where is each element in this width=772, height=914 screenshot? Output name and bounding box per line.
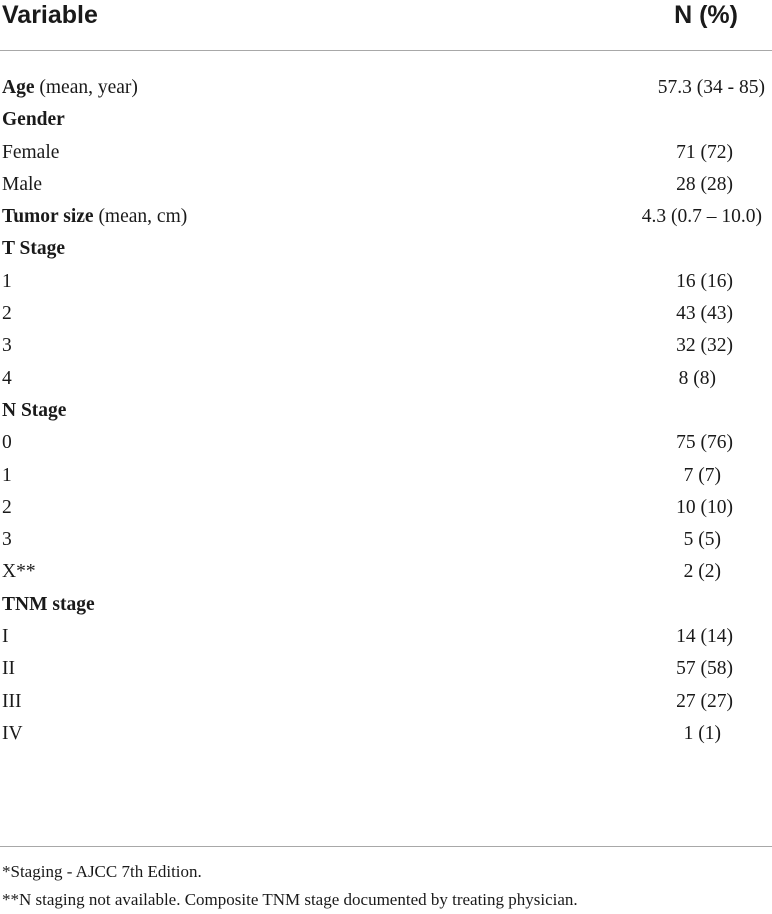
row-label	[2, 524, 12, 556]
row-value: 8 (8)	[678, 367, 716, 389]
row-label	[2, 169, 42, 201]
row-value: 71 (72)	[676, 141, 733, 163]
row-label-bold: Gender	[2, 109, 65, 131]
row-label	[2, 266, 12, 298]
table-row-male	[0, 169, 772, 201]
footer-divider	[0, 846, 772, 847]
row-value: 10 (10)	[676, 496, 733, 518]
table-row-gender-heading	[0, 104, 772, 136]
row-value: 2 (2)	[683, 561, 721, 583]
row-label	[2, 137, 59, 169]
header-variable: Variable	[2, 1, 98, 29]
row-label-bold: N Stage	[2, 399, 67, 421]
footnotes	[2, 858, 578, 914]
table-row-t-4	[0, 363, 772, 395]
row-label-text: 1	[2, 270, 12, 292]
row-value: 1 (1)	[683, 722, 721, 744]
footnote-staging: *Staging - AJCC 7th Edition.	[2, 862, 202, 881]
row-label	[2, 72, 138, 104]
row-value: 32 (32)	[676, 335, 733, 357]
row-value: 28 (28)	[676, 173, 733, 195]
row-label-text: 2	[2, 496, 12, 518]
row-label-text: I	[2, 626, 9, 648]
row-label	[2, 718, 23, 750]
row-label-text: IV	[2, 722, 23, 744]
row-value: 4.3 (0.7 – 10.0)	[641, 206, 762, 228]
table-row-n-0	[0, 427, 772, 459]
row-label	[2, 427, 12, 459]
row-label	[2, 330, 12, 362]
row-label	[2, 460, 12, 492]
row-value: 16 (16)	[676, 270, 733, 292]
row-label	[2, 363, 12, 395]
row-label	[2, 104, 65, 136]
table-row-n-2	[0, 492, 772, 524]
row-label-text: II	[2, 658, 15, 680]
row-label-text: 2	[2, 303, 12, 325]
row-label-text: X**	[2, 561, 36, 583]
table-row-tumor-size	[0, 201, 772, 233]
row-value: 75 (76)	[676, 432, 733, 454]
table-row-tnm-iii	[0, 686, 772, 718]
row-label-text: Female	[2, 141, 60, 163]
table-row-tnm-i	[0, 621, 772, 653]
table-row-t-1	[0, 266, 772, 298]
row-label	[2, 492, 12, 524]
row-value: 43 (43)	[676, 303, 733, 325]
table-row-n-stage-heading	[0, 395, 772, 427]
table-header-row	[0, 0, 772, 50]
table-row-tnm-ii	[0, 653, 772, 685]
row-label	[2, 686, 21, 718]
row-label-text: Male	[2, 173, 43, 195]
table-row-t-2	[0, 298, 772, 330]
row-value: 57 (58)	[676, 658, 733, 680]
row-value: 14 (14)	[676, 626, 733, 648]
row-label-text: 3	[2, 529, 12, 551]
row-value: 5 (5)	[683, 529, 721, 551]
row-label	[2, 298, 12, 330]
row-label-bold: Tumor size	[2, 206, 94, 228]
table-row-t-3	[0, 330, 772, 362]
row-label-bold: Age	[2, 77, 35, 98]
table-row-female	[0, 137, 772, 169]
row-label	[2, 395, 66, 427]
row-value: 27 (27)	[676, 690, 733, 712]
row-label-text: III	[2, 690, 22, 712]
table-row-tnm-iv	[0, 718, 772, 750]
row-label	[2, 653, 15, 685]
row-label	[2, 233, 65, 265]
header-divider	[0, 50, 772, 51]
table-row-tnm-heading	[0, 589, 772, 621]
table-row-n-1	[0, 460, 772, 492]
row-value: 57.3 (34 - 85)	[657, 77, 765, 98]
table-row-age	[0, 72, 772, 104]
row-label-bold: TNM stage	[2, 593, 95, 615]
row-label	[2, 621, 9, 653]
row-label-text: (mean, year)	[34, 77, 138, 98]
table-row-n-x	[0, 556, 772, 588]
table-row-n-3	[0, 524, 772, 556]
table-row-t-stage-heading	[0, 233, 772, 265]
table-body	[0, 72, 772, 750]
row-label-text: 4	[2, 367, 12, 389]
row-label	[2, 556, 36, 588]
row-label-text: 3	[2, 335, 12, 357]
row-label-text: (mean, cm)	[93, 206, 188, 228]
row-label	[2, 589, 95, 621]
row-label-text: 0	[2, 432, 12, 454]
row-label	[2, 201, 187, 233]
header-n-percent: N (%)	[674, 1, 738, 29]
row-label-bold: T Stage	[2, 238, 66, 260]
footnote-n-staging: **N staging not available. Composite TNM stage documented by treating physician.	[2, 890, 578, 909]
row-value: 7 (7)	[683, 464, 721, 486]
row-label-text: 1	[2, 464, 12, 486]
